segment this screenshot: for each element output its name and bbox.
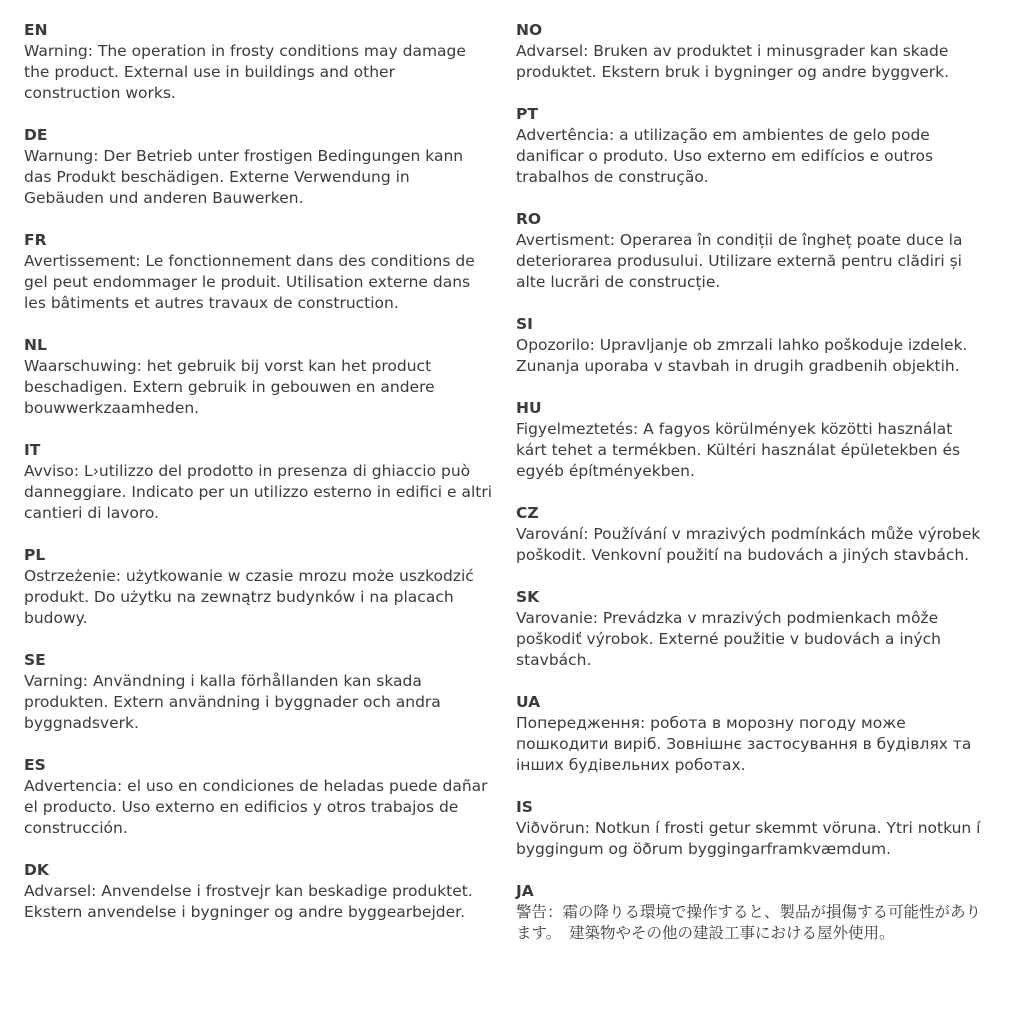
language-code-label: DK bbox=[24, 861, 49, 879]
warning-section-is bbox=[516, 797, 986, 860]
warning-section-es bbox=[24, 755, 494, 839]
warning-section-ua bbox=[516, 692, 986, 776]
language-code-label: SE bbox=[24, 651, 46, 669]
language-code-label: EN bbox=[24, 21, 48, 39]
warning-text: Warning: The operation in frosty conditions may damage the product. External use in buildings and other construction works. bbox=[24, 42, 466, 102]
warning-text: Opozorilo: Upravljanje ob zmrzali lahko poškoduje izdelek. Zunanja uporaba v stavbah in drugih gradbenih objektih. bbox=[516, 336, 968, 375]
warning-section-ja bbox=[516, 881, 986, 944]
language-code-label: RO bbox=[516, 210, 542, 228]
warning-text: Varning: Användning i kalla förhållanden kan skada produkten. Extern användning i byggnader och andra byggnadsverk. bbox=[24, 672, 441, 732]
warning-text: Avertisment: Operarea în condiții de îngheț poate duce la deteriorarea produsului. Utilizare externă pentru clădiri și alte lucrări de construcție. bbox=[516, 231, 963, 291]
warning-section-si bbox=[516, 314, 986, 377]
language-code-label: NL bbox=[24, 336, 47, 354]
warning-text: Ostrzeżenie: użytkowanie w czasie mrozu może uszkodzić produkt. Do użytku na zewnątrz budynków i na placach budowy. bbox=[24, 567, 474, 627]
warning-section-sk bbox=[516, 587, 986, 671]
warning-text: Avviso: L›utilizzo del prodotto in presenza di ghiaccio può danneggiare. Indicato per un utilizzo esterno in edifici e altri cantieri di lavoro. bbox=[24, 462, 493, 522]
warning-text: 警告：霜の降りる環境で操作すると、製品が損傷する可能性があります。 建築物やその他の建設工事における屋外使用。 bbox=[516, 903, 982, 942]
warning-section-ro bbox=[516, 209, 986, 293]
warning-text: Advarsel: Bruken av produktet i minusgrader kan skade produktet. Ekstern bruk i bygninger og andre byggverk. bbox=[516, 42, 950, 81]
language-code-label: HU bbox=[516, 399, 542, 417]
warning-text: Waarschuwing: het gebruik bij vorst kan het product beschadigen. Extern gebruik in gebouwen en andere bouwwerkzaamheden. bbox=[24, 357, 435, 417]
warning-section-pt bbox=[516, 104, 986, 188]
warning-text: Advarsel: Anvendelse i frostvejr kan beskadige produktet. Ekstern anvendelse i bygninger og andre byggearbejder. bbox=[24, 882, 473, 921]
language-code-label: UA bbox=[516, 693, 541, 711]
warning-text: Warnung: Der Betrieb unter frostigen Bedingungen kann das Produkt beschädigen. Externe Verwendung in Gebäuden und anderen Bauwerken. bbox=[24, 147, 464, 207]
warning-text: Advertência: a utilização em ambientes de gelo pode danificar o produto. Uso externo em edifícios e outros trabalhos de construção. bbox=[516, 126, 934, 186]
warning-section-hu bbox=[516, 398, 986, 482]
warning-text: Advertencia: el uso en condiciones de heladas puede dañar el producto. Uso externo en edificios y otros trabajos de construcción. bbox=[24, 777, 488, 837]
warning-text: Varovanie: Prevádzka v mrazivých podmienkach môže poškodiť výrobok. Externé použitie v budovách a iných stavbách. bbox=[516, 609, 941, 669]
warning-section-en bbox=[24, 20, 494, 104]
language-code-label: PT bbox=[516, 105, 538, 123]
warning-text: Viðvörun: Notkun í frosti getur skemmt vöruna. Ytri notkun í byggingum og öðrum byggingarframkvæmdum. bbox=[516, 819, 981, 858]
language-code-label: DE bbox=[24, 126, 48, 144]
warning-section-pl bbox=[24, 545, 494, 629]
language-code-label: JA bbox=[516, 882, 534, 900]
warning-column-right bbox=[516, 20, 986, 1004]
language-code-label: FR bbox=[24, 231, 47, 249]
language-code-label: PL bbox=[24, 546, 46, 564]
language-code-label: NO bbox=[516, 21, 543, 39]
language-code-label: IS bbox=[516, 798, 533, 816]
warning-text: Figyelmeztetés: A fagyos körülmények közötti használat kárt tehet a termékben. Kültéri használat épületekben és egyéb építményekben. bbox=[516, 420, 961, 480]
warning-section-no bbox=[516, 20, 986, 83]
language-code-label: ES bbox=[24, 756, 46, 774]
warning-section-fr bbox=[24, 230, 494, 314]
warning-section-nl bbox=[24, 335, 494, 419]
warning-section-cz bbox=[516, 503, 986, 566]
language-code-label: SI bbox=[516, 315, 533, 333]
language-code-label: CZ bbox=[516, 504, 539, 522]
warning-text: Varování: Používání v mrazivých podmínkách může výrobek poškodit. Venkovní použití na budovách a jiných stavbách. bbox=[516, 525, 981, 564]
warning-section-se bbox=[24, 650, 494, 734]
warning-text: Avertissement: Le fonctionnement dans des conditions de gel peut endommager le produit. Utilisation externe dans les bâtiments et autres travaux de construction. bbox=[24, 252, 475, 312]
language-code-label: SK bbox=[516, 588, 540, 606]
language-code-label: IT bbox=[24, 441, 41, 459]
warning-section-it bbox=[24, 440, 494, 524]
warning-section-dk bbox=[24, 860, 494, 923]
warning-column-left bbox=[24, 20, 494, 1004]
warning-section-de bbox=[24, 125, 494, 209]
warning-text: Попередження: робота в морозну погоду може пошкодити виріб. Зовнішнє застосування в будівлях та інших будівельних роботах. bbox=[516, 714, 972, 774]
